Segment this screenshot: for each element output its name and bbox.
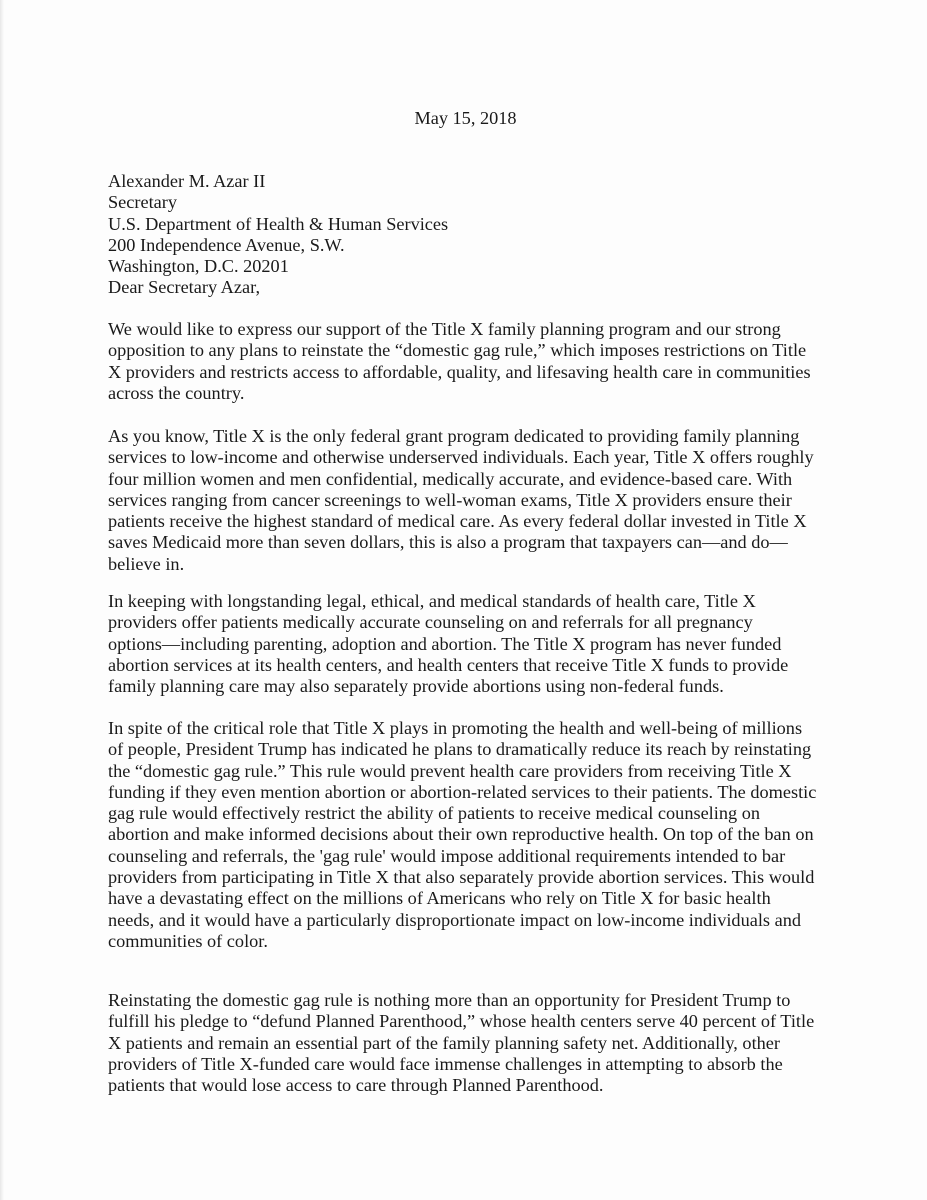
paragraph-line: believe in. (108, 553, 185, 574)
paragraph-program-overview (108, 426, 828, 575)
paragraph-line: services to low-income and otherwise underserved individuals. Each year, Title X offers roughly (108, 447, 814, 468)
recipient-city: Washington, D.C. 20201 (108, 256, 289, 277)
recipient-department: U.S. Department of Health & Human Services (108, 213, 449, 234)
paragraph-line: of people, President Trump has indicated he plans to dramatically reduce its reach by reinstating (108, 739, 812, 760)
recipient-street: 200 Independence Avenue, S.W. (108, 234, 345, 255)
paragraph-line: In keeping with longstanding legal, ethical, and medical standards of health care, Title X (108, 591, 756, 611)
paragraph-line: have a devastating effect on the millions of Americans who rely on Title X for basic health (108, 888, 771, 909)
paragraph-line: X providers and restricts access to affordable, quality, and lifesaving health care in communities (108, 361, 811, 382)
paragraph-support-title-x (108, 319, 828, 404)
paragraph-line: providers from participating in Title X that also separately provide abortion services. This would (108, 867, 815, 888)
paragraph-line: communities of color. (108, 930, 268, 951)
paragraph-line: X patients and remain an essential part of the family planning safety net. Additionally, other (108, 1032, 780, 1053)
paragraph-line: providers offer patients medically accurate counseling on and referrals for all pregnancy (108, 612, 753, 633)
salutation: Dear Secretary Azar, (108, 277, 261, 297)
paragraph-line: patients receive the highest standard of medical care. As every federal dollar invested in Title X (108, 511, 807, 532)
paragraph-line: We would like to express our support of the Title X family planning program and our strong (108, 319, 781, 339)
paragraph-line: four million women and men confidential, medically accurate, and evidence-based care. With (108, 468, 793, 489)
paragraph-line: the “domestic gag rule.” This rule would prevent health care providers from receiving Title X (108, 760, 792, 781)
paragraph-gag-rule-impact (108, 718, 828, 952)
paragraph-line: counseling and referrals, the 'gag rule' would impose additional requirements intended to bar (108, 845, 786, 866)
paragraph-line: across the country. (108, 382, 245, 403)
recipient-address (108, 171, 828, 277)
paragraph-line: Reinstating the domestic gag rule is nothing more than an opportunity for President Trump to (108, 990, 791, 1010)
paragraph-line: providers of Title X-funded care would face immense challenges in attempting to absorb the (108, 1053, 783, 1074)
paragraph-line: needs, and it would have a particularly disproportionate impact on low-income individuals and (108, 909, 801, 930)
letter-date: May 15, 2018 (414, 108, 517, 128)
paragraph-line: funding if they even mention abortion or abortion-related services to their patients. The domestic (108, 781, 817, 802)
paragraph-line: saves Medicaid more than seven dollars, this is also a program that taxpayers can—and do— (108, 532, 788, 553)
paragraph-counseling-standards (108, 591, 828, 697)
paragraph-line: opposition to any plans to reinstate the “domestic gag rule,” which imposes restrictions on Title (108, 340, 807, 361)
recipient-name: Alexander M. Azar II (108, 171, 266, 191)
paragraph-line: As you know, Title X is the only federal grant program dedicated to providing family planning (108, 426, 800, 446)
paragraph-line: patients that would lose access to care through Planned Parenthood. (108, 1075, 604, 1096)
paragraph-line: gag rule would effectively restrict the ability of patients to receive medical counseling on (108, 803, 760, 824)
recipient-title: Secretary (108, 192, 178, 213)
paragraph-planned-parenthood (108, 990, 828, 1096)
paragraph-line: abortion and make informed decisions about their own reproductive health. On top of the ban on (108, 824, 814, 845)
paragraph-line: abortion services at its health centers, and health centers that receive Title X funds to provide (108, 654, 789, 675)
paragraph-line: options—including parenting, adoption and abortion. The Title X program has never funded (108, 633, 782, 654)
paragraph-line: family planning care may also separately provide abortions using non-federal funds. (108, 676, 724, 697)
paragraph-line: services ranging from cancer screenings to well-woman exams, Title X providers ensure their (108, 489, 792, 510)
paragraph-line: fulfill his pledge to “defund Planned Parenthood,” whose health centers serve 40 percent of Title (108, 1011, 815, 1032)
scan-edge-shadow (0, 0, 4, 1200)
paragraph-line: In spite of the critical role that Title X plays in promoting the health and well-being of millions (108, 718, 803, 738)
